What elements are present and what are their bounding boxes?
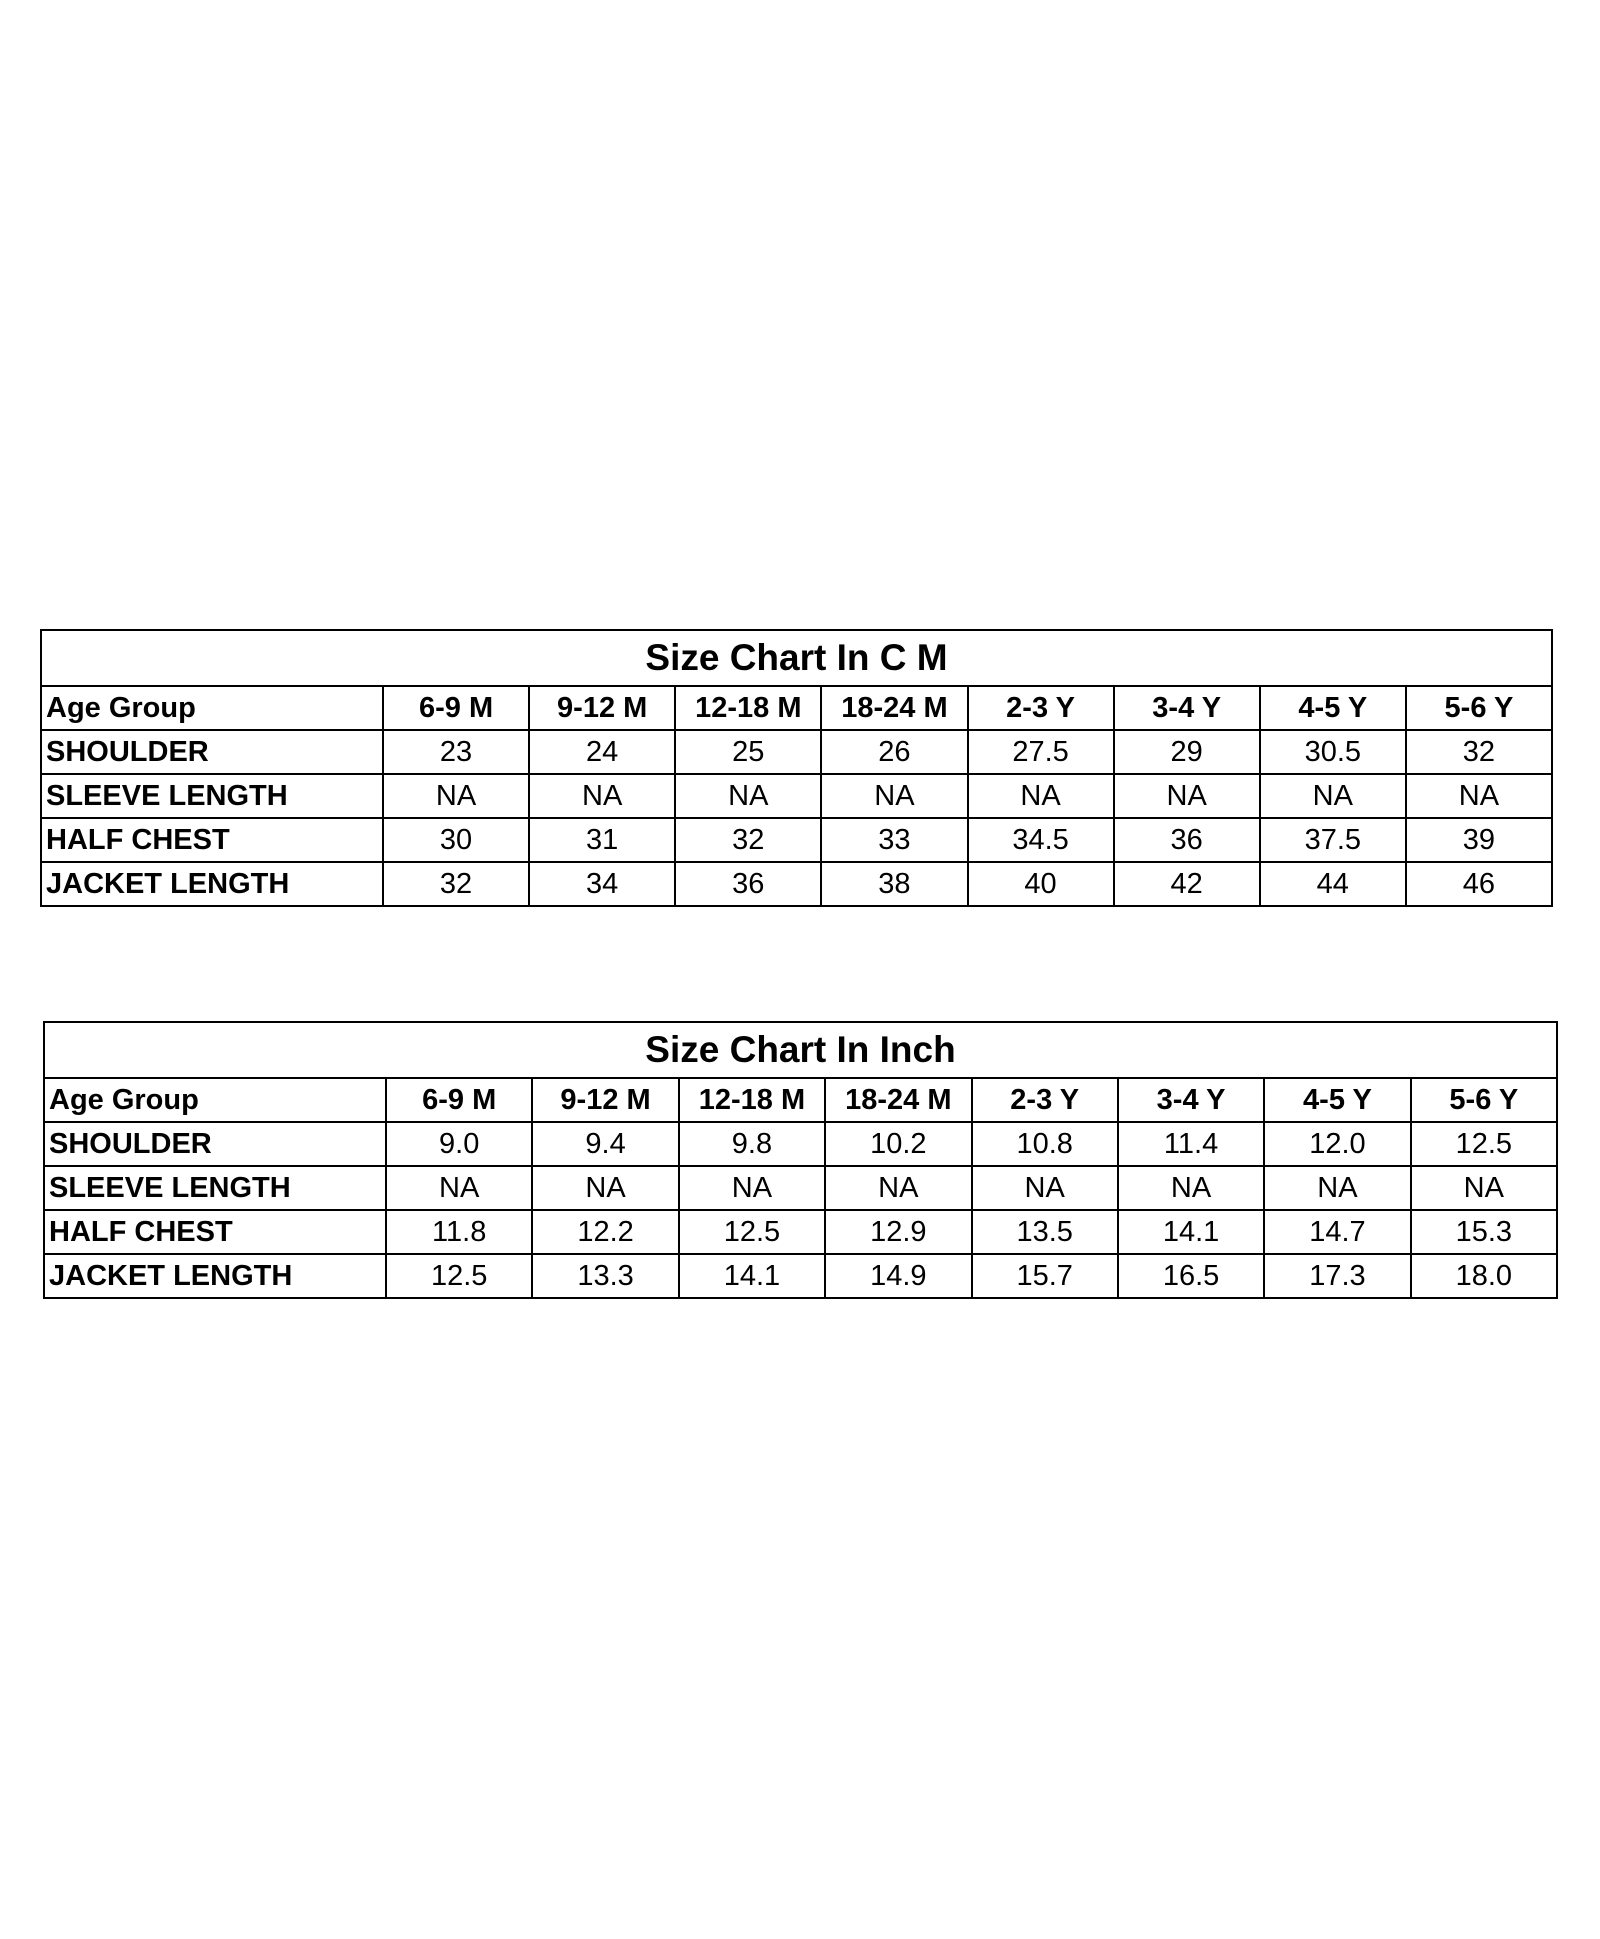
- header-label: Age Group: [44, 1078, 386, 1122]
- table-cell: 36: [675, 862, 821, 906]
- table-header-row: [44, 1078, 1557, 1122]
- table-cell: 12.5: [679, 1210, 825, 1254]
- column-header: 5-6 Y: [1411, 1078, 1557, 1122]
- table-cell: 9.0: [386, 1122, 532, 1166]
- table-row: [44, 1166, 1557, 1210]
- table-cell: 30: [383, 818, 529, 862]
- column-header: 2-3 Y: [968, 686, 1114, 730]
- table-cell: 12.2: [532, 1210, 678, 1254]
- table-row: [41, 730, 1552, 774]
- table-cell: NA: [532, 1166, 678, 1210]
- table-cell: 12.5: [386, 1254, 532, 1298]
- table-cell: NA: [1406, 774, 1552, 818]
- table-title-row: [41, 630, 1552, 686]
- column-header: 5-6 Y: [1406, 686, 1552, 730]
- column-header: 9-12 M: [532, 1078, 678, 1122]
- column-header: 4-5 Y: [1260, 686, 1406, 730]
- table-cell: 32: [1406, 730, 1552, 774]
- table-title-row: [44, 1022, 1557, 1078]
- table-cell: NA: [1114, 774, 1260, 818]
- table-cell: 44: [1260, 862, 1406, 906]
- size-chart-inch-table: [43, 1021, 1558, 1299]
- size-chart-cm-table: [40, 629, 1553, 907]
- table-row: [44, 1210, 1557, 1254]
- table-cell: 34: [529, 862, 675, 906]
- table-cell: 23: [383, 730, 529, 774]
- table-cell: 42: [1114, 862, 1260, 906]
- table-cell: 11.4: [1118, 1122, 1264, 1166]
- table-cell: NA: [972, 1166, 1118, 1210]
- column-header: 3-4 Y: [1118, 1078, 1264, 1122]
- table-cell: 25: [675, 730, 821, 774]
- table-cell: 36: [1114, 818, 1260, 862]
- table-row: [41, 862, 1552, 906]
- table-cell: 26: [821, 730, 967, 774]
- table-cell: 13.3: [532, 1254, 678, 1298]
- table-cell: 31: [529, 818, 675, 862]
- row-label: JACKET LENGTH: [41, 862, 383, 906]
- table-cell: 15.7: [972, 1254, 1118, 1298]
- row-label: SHOULDER: [44, 1122, 386, 1166]
- table-cell: 10.2: [825, 1122, 971, 1166]
- table-cell: NA: [1411, 1166, 1557, 1210]
- table-cell: 12.0: [1264, 1122, 1410, 1166]
- table-row: [41, 774, 1552, 818]
- table-cell: 12.9: [825, 1210, 971, 1254]
- column-header: 6-9 M: [383, 686, 529, 730]
- table-cell: 14.1: [1118, 1210, 1264, 1254]
- table-row: [44, 1122, 1557, 1166]
- table-cell: NA: [675, 774, 821, 818]
- table-cell: 39: [1406, 818, 1552, 862]
- table-cell: 14.1: [679, 1254, 825, 1298]
- header-label: Age Group: [41, 686, 383, 730]
- table-cell: NA: [825, 1166, 971, 1210]
- table-cell: 40: [968, 862, 1114, 906]
- table-header-row: [41, 686, 1552, 730]
- row-label: SHOULDER: [41, 730, 383, 774]
- table-cell: NA: [821, 774, 967, 818]
- table-cell: 9.4: [532, 1122, 678, 1166]
- table-cell: 46: [1406, 862, 1552, 906]
- table-cell: 13.5: [972, 1210, 1118, 1254]
- table-cell: 9.8: [679, 1122, 825, 1166]
- table-cell: NA: [383, 774, 529, 818]
- table-cell: 14.9: [825, 1254, 971, 1298]
- column-header: 12-18 M: [675, 686, 821, 730]
- table-cell: 12.5: [1411, 1122, 1557, 1166]
- row-label: SLEEVE LENGTH: [44, 1166, 386, 1210]
- table-cell: 10.8: [972, 1122, 1118, 1166]
- table-cell: NA: [386, 1166, 532, 1210]
- row-label: SLEEVE LENGTH: [41, 774, 383, 818]
- table-cell: 18.0: [1411, 1254, 1557, 1298]
- column-header: 18-24 M: [825, 1078, 971, 1122]
- table-cell: 30.5: [1260, 730, 1406, 774]
- column-header: 3-4 Y: [1114, 686, 1260, 730]
- row-label: JACKET LENGTH: [44, 1254, 386, 1298]
- table-row: [41, 818, 1552, 862]
- row-label: HALF CHEST: [41, 818, 383, 862]
- table-cell: 37.5: [1260, 818, 1406, 862]
- table-cell: 32: [675, 818, 821, 862]
- column-header: 2-3 Y: [972, 1078, 1118, 1122]
- table-cell: NA: [1260, 774, 1406, 818]
- table-cell: 17.3: [1264, 1254, 1410, 1298]
- table-cell: 27.5: [968, 730, 1114, 774]
- column-header: 6-9 M: [386, 1078, 532, 1122]
- table-cell: 34.5: [968, 818, 1114, 862]
- table-cell: 38: [821, 862, 967, 906]
- table-cell: 33: [821, 818, 967, 862]
- row-label: HALF CHEST: [44, 1210, 386, 1254]
- table-cell: NA: [968, 774, 1114, 818]
- column-header: 12-18 M: [679, 1078, 825, 1122]
- column-header: 4-5 Y: [1264, 1078, 1410, 1122]
- column-header: 9-12 M: [529, 686, 675, 730]
- table-title: Size Chart In Inch: [44, 1022, 1557, 1078]
- table-cell: NA: [679, 1166, 825, 1210]
- table-cell: 29: [1114, 730, 1260, 774]
- table-cell: NA: [1264, 1166, 1410, 1210]
- table-cell: 24: [529, 730, 675, 774]
- table-cell: NA: [529, 774, 675, 818]
- table-row: [44, 1254, 1557, 1298]
- table-cell: NA: [1118, 1166, 1264, 1210]
- table-cell: 11.8: [386, 1210, 532, 1254]
- table-cell: 32: [383, 862, 529, 906]
- table-cell: 15.3: [1411, 1210, 1557, 1254]
- table-cell: 14.7: [1264, 1210, 1410, 1254]
- table-cell: 16.5: [1118, 1254, 1264, 1298]
- column-header: 18-24 M: [821, 686, 967, 730]
- table-title: Size Chart In C M: [41, 630, 1552, 686]
